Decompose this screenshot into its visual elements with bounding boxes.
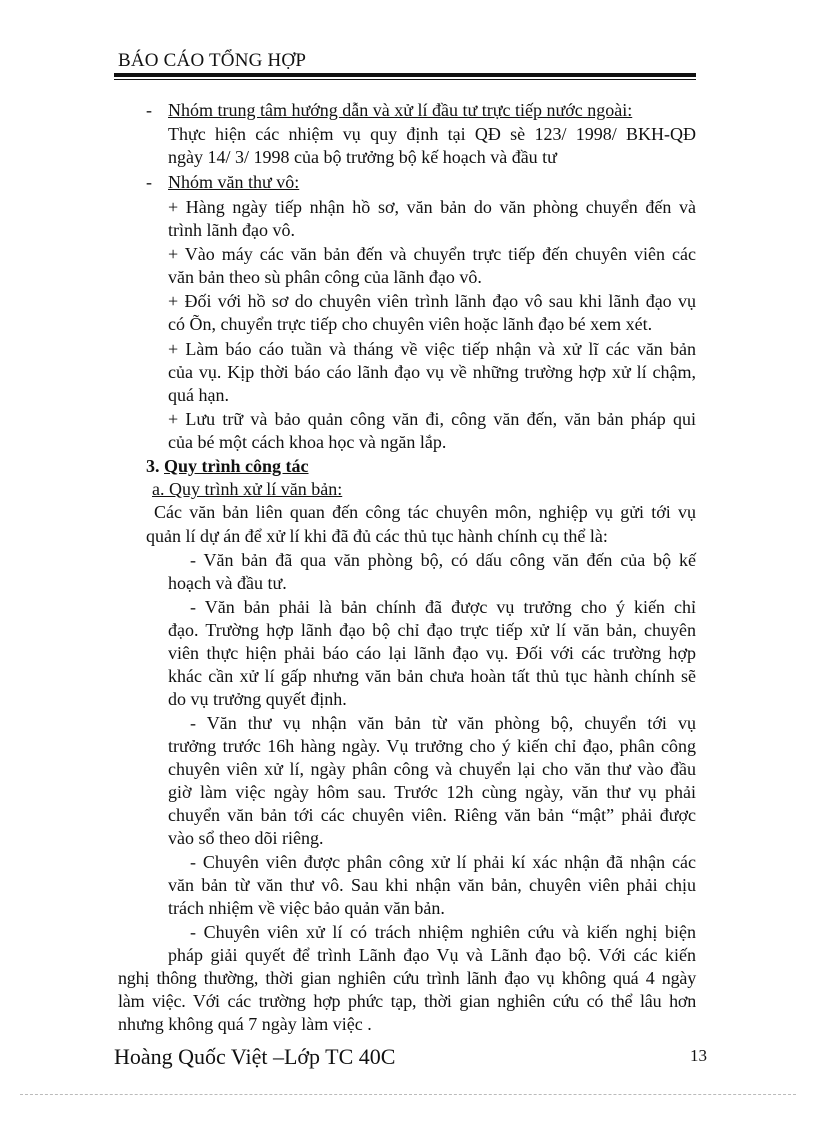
list-item-line: pháp giải quyết để trình Lãnh đạo Vụ và Lãnh đạo bộ. Với các kiến — [168, 945, 696, 965]
paragraph-line: + Đối với hồ sơ do chuyên viên trình lãnh đạo vô sau khi lãnh đạo vụ — [168, 291, 696, 311]
list-item-line: do vụ trưởng quyết định. — [168, 689, 347, 709]
list-item-line: trưởng trước 16h hàng ngày. Vụ trưởng cho ý kiến chỉ đạo, phân công — [168, 736, 696, 756]
paragraph-line: văn bản theo sù phân công của lãnh đạo vô. — [168, 267, 482, 287]
list-item-line: văn bản từ văn thư vô. Sau khi nhận văn bản, chuyên viên phải chịu — [168, 875, 696, 895]
section-heading — [146, 455, 309, 478]
list-item-line: khác cần xử lí gấp nhưng văn bản chưa hoàn tất thủ tục hành chính sẽ — [168, 666, 696, 686]
list-item-line: chuyên viên xử lí, ngày phân công và chuyển lại cho văn thư vào đầu — [168, 759, 696, 779]
paragraph-line: trình lãnh đạo vô. — [168, 220, 295, 240]
paragraph-line: của vụ. Kịp thời báo cáo lãnh đạo vụ về những trường hợp xử lí chậm, — [168, 362, 696, 382]
group-title: Nhóm trung tâm hướng dẫn và xử lí đầu tư trực tiếp nước ngoài: — [168, 100, 633, 120]
paragraph-line: ngày 14/ 3/ 1998 của bộ trưởng bộ kế hoạch và đầu tư — [168, 147, 557, 167]
paragraph-line: Các văn bản liên quan đến công tác chuyên môn, nghiệp vụ gửi tới vụ — [154, 502, 696, 522]
list-item-line: trách nhiệm về việc bảo quản văn bản. — [168, 898, 445, 918]
paragraph-line: có Õn, chuyển trực tiếp cho chuyên viên hoặc lãnh đạo bé xem xét. — [168, 314, 653, 334]
list-item-line: - Chuyên viên được phân công xử lí phải kí xác nhận đã nhận các — [190, 852, 696, 872]
paragraph-line: + Làm báo cáo tuần và tháng về việc tiếp nhận và xử lĩ các văn bản — [168, 339, 696, 359]
paragraph-line: Thực hiện các nhiệm vụ quy định tại QĐ sè 123/ 1998/ BKH-QĐ — [168, 124, 696, 144]
list-item-line: - Văn thư vụ nhận văn bản từ văn phòng bộ, chuyển tới vụ — [190, 713, 696, 733]
list-item-line: đạo. Trường hợp lãnh đạo bộ chỉ đạo trực tiếp xử lí văn bản, chuyên — [168, 620, 696, 640]
paragraph-line: + Hàng ngày tiếp nhận hồ sơ, văn bản do văn phòng chuyển đến và — [168, 197, 696, 217]
group-title: Nhóm văn thư vô: — [168, 172, 300, 192]
list-item-line: hoạch và đầu tư. — [168, 573, 287, 593]
header-rule-thin — [114, 79, 696, 80]
list-item-line: làm việc. Với các trường hợp phức tạp, thời gian nghiên cứu có thể lâu hơn — [118, 991, 696, 1011]
paragraph-line: + Lưu trữ và bảo quản công văn đi, công văn đến, văn bản pháp qui — [168, 409, 696, 429]
list-item-line: chuyển văn bản tới các chuyên viên. Riêng văn bản “mật” phải được — [168, 805, 696, 825]
bullet-dash: - — [146, 100, 152, 120]
list-item-line: nghị thông thường, thời gian nghiên cứu trình lãnh đạo vụ không quá 4 ngày — [118, 968, 696, 988]
footer-author: Hoàng Quốc Việt –Lớp TC 40C — [114, 1044, 396, 1069]
list-item-line: nhưng không quá 7 ngày làm việc . — [118, 1014, 372, 1034]
paragraph-line: quá hạn. — [168, 385, 229, 405]
page-edge-divider — [20, 1094, 796, 1095]
paragraph-line: của bé một cách khoa học và ngăn lắp. — [168, 432, 447, 452]
page-number: 13 — [690, 1046, 707, 1065]
list-item-line: viên thực hiện phải báo cáo lại lãnh đạo vụ. Đối với các trường hợp — [168, 643, 696, 663]
list-item-line: - Văn bản đã qua văn phòng bộ, có dấu công văn đến của bộ kế — [190, 550, 696, 570]
section-number: 3. — [146, 456, 164, 476]
list-item-line: giờ làm việc ngày hôm sau. Trước 12h cùng ngày, văn thư vụ phải — [168, 782, 696, 802]
bullet-dash: - — [146, 172, 152, 192]
header-title: BÁO CÁO TỔNG HỢP — [118, 50, 307, 71]
list-item-line: - Chuyên viên xử lí có trách nhiệm nghiên cứu và kiến nghị biện — [190, 922, 696, 942]
subsection-title: a. Quy trình xử lí văn bản: — [152, 479, 343, 499]
subsection-heading — [152, 478, 342, 501]
paragraph-line: + Vào máy các văn bản đến và chuyển trực tiếp đến chuyên viên các — [168, 244, 696, 264]
section-title: Quy trình công tác — [164, 456, 309, 476]
paragraph-line: quản lí dự án để xử lí khi đã đủ các thủ tục hành chính cụ thể là: — [146, 526, 608, 546]
list-item-line: vào sổ theo dõi riêng. — [168, 828, 324, 848]
header-rule — [114, 73, 696, 77]
list-item-line: - Văn bản phải là bản chính đã được vụ trưởng cho ý kiến chỉ — [190, 597, 696, 617]
